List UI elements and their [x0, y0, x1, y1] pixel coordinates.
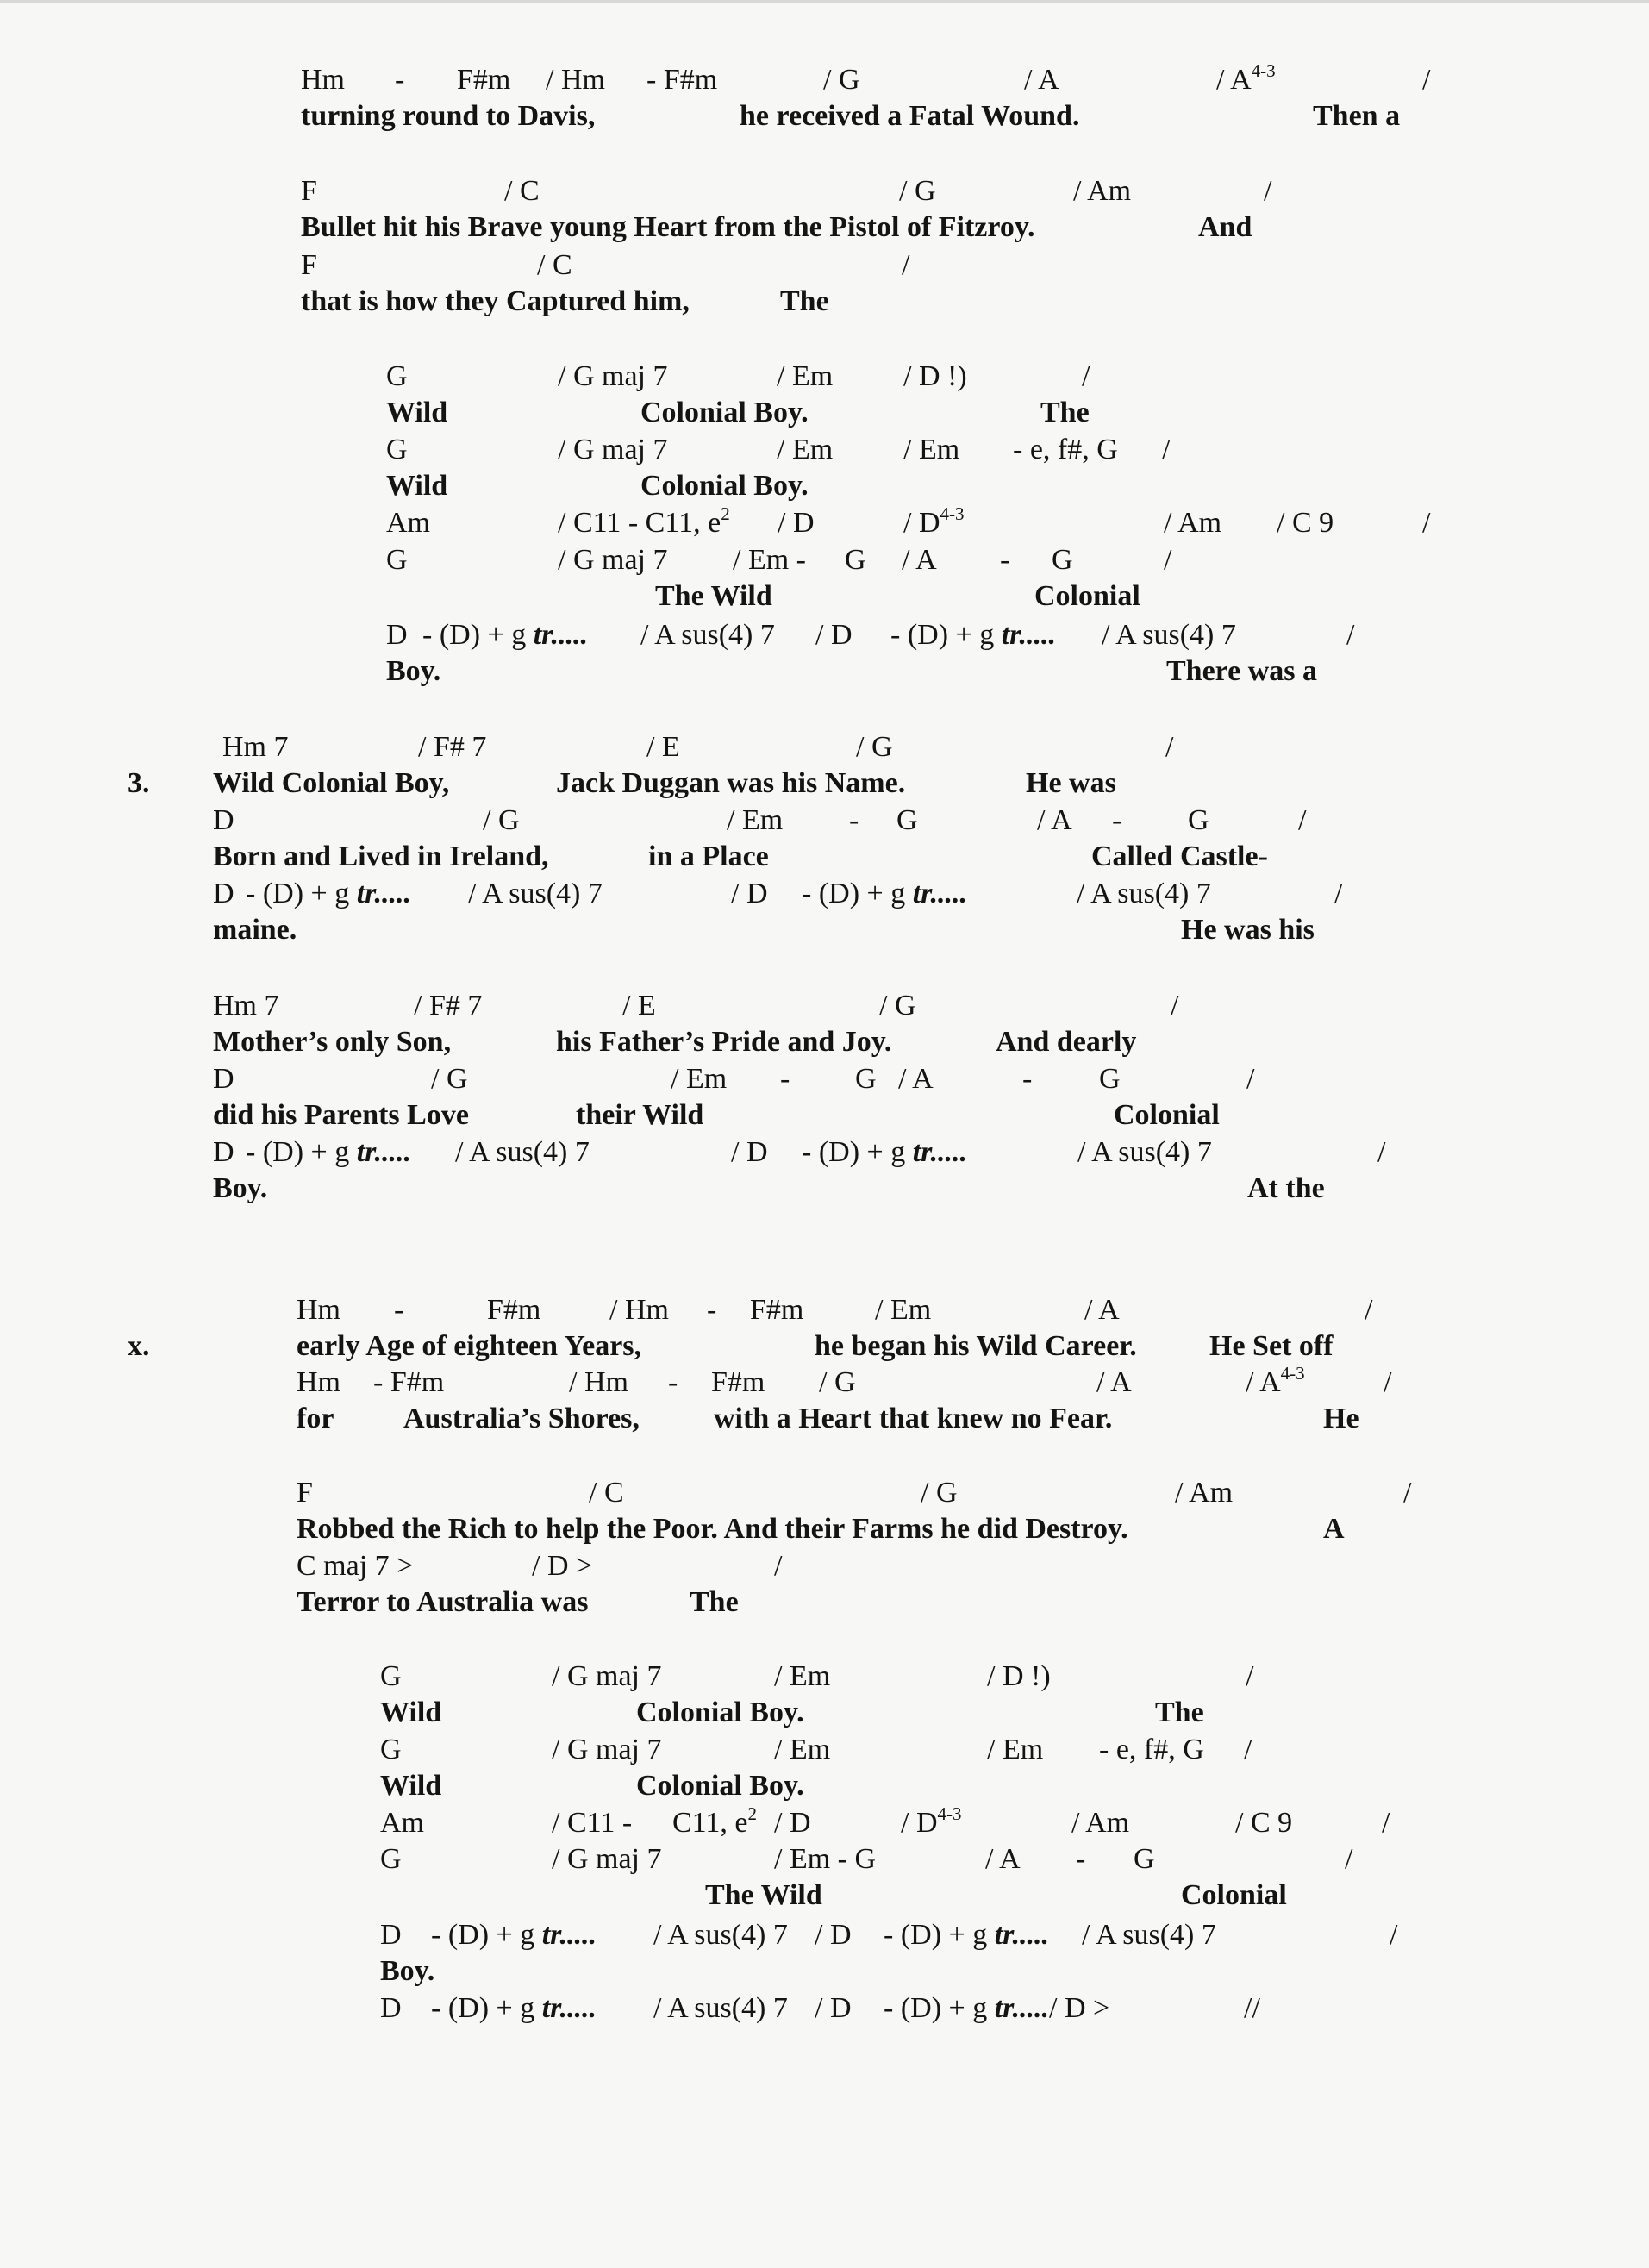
chord-symbol: / — [1334, 878, 1343, 909]
lyric-text: with a Heart that knew no Fear. — [714, 1403, 1113, 1434]
chord-symbol: G — [380, 1734, 402, 1765]
lyric-text: early Age of eighteen Years, — [297, 1330, 642, 1362]
chord-symbol: / — [1382, 1807, 1390, 1839]
chord-symbol: G — [855, 1063, 877, 1095]
lyric-text: Bullet hit his Brave young Heart from the Pistol of Fitzroy. — [301, 211, 1035, 243]
chord-symbol: / G maj 7 — [552, 1843, 662, 1875]
chord-symbol: / — [1422, 507, 1431, 539]
chord-symbol: Hm — [301, 64, 345, 96]
chord-symbol: / A sus(4) 7 — [1077, 878, 1211, 909]
chord-symbol: / G — [879, 990, 916, 1022]
chord-symbol: / G — [823, 64, 860, 96]
chord-symbol: G — [380, 1660, 402, 1692]
chord-symbol: - — [1112, 804, 1122, 836]
chord-symbol: F — [297, 1477, 313, 1509]
chord-symbol: / Em — [774, 1734, 831, 1765]
chord-symbol: / $D^{4-3}$ — [903, 503, 965, 539]
chord-symbol: / Em — [727, 804, 784, 836]
lyric-text: Robbed the Rich to help the Poor. And their Farms he did Destroy. — [297, 1513, 1128, 1545]
chord-symbol: C maj 7 > — [297, 1550, 414, 1582]
lyric-line — [0, 1588, 1649, 1640]
chord-symbol: / A — [1037, 804, 1072, 836]
chord-symbol: / A sus(4) 7 — [1102, 619, 1236, 651]
chord-symbol: F#m — [487, 1294, 541, 1326]
chord-symbol: / C11 - — [552, 1807, 633, 1839]
chord-symbol: / G — [921, 1477, 958, 1509]
lyric-text: Born and Lived in Ireland, — [213, 840, 549, 872]
chord-symbol: G — [380, 1843, 402, 1875]
chord-symbol: / A sus(4) 7 — [653, 1919, 788, 1951]
lyric-line — [0, 102, 1649, 153]
chord-symbol: / — [1346, 619, 1355, 651]
lyric-text: that is how they Captured him, — [301, 285, 690, 317]
lyric-text: Jack Duggan was his Name. — [556, 767, 906, 799]
chord-symbol: / — [1246, 1063, 1255, 1095]
chord-symbol: G — [1188, 804, 1209, 836]
chord-symbol: / Em — [903, 434, 960, 465]
chord-symbol: / A — [898, 1063, 934, 1095]
chord-symbol: / $D^{4-3}$ — [901, 1803, 962, 1839]
chord-symbol: D — [386, 619, 408, 651]
chord-symbol: - (D) + g tr..... — [802, 878, 968, 909]
chord-symbol: - (D) + g tr..... — [802, 1136, 968, 1168]
lyric-text: Mother’s only Son, — [213, 1026, 452, 1058]
lyric-text: He was his — [1181, 914, 1315, 946]
chord-symbol: G — [1052, 544, 1073, 576]
chord-symbol: / — [1171, 990, 1179, 1022]
chord-symbol: - (D) + g tr..... — [246, 1136, 412, 1168]
chord-symbol: / F# 7 — [414, 990, 483, 1022]
lyric-text: Wild — [386, 470, 448, 502]
chord-symbol: / — [902, 249, 910, 281]
chord-symbol: / — [1165, 731, 1174, 763]
chord-symbol: / Em — [671, 1063, 728, 1095]
chord-symbol: - F#m — [646, 64, 718, 96]
chord-symbol: - — [849, 804, 859, 836]
lyric-text: The Wild — [655, 580, 772, 612]
chord-symbol: / A sus(4) 7 — [1082, 1919, 1216, 1951]
chord-symbol: / C — [504, 175, 540, 207]
chord-symbol: Am — [386, 507, 430, 539]
chord-symbol: / $A^{4-3}$ — [1216, 60, 1276, 96]
lyric-text: A — [1323, 1513, 1345, 1545]
chord-symbol: / G maj 7 — [552, 1660, 662, 1692]
lyric-text: Colonial Boy. — [636, 1696, 804, 1728]
lyric-text: Colonial Boy. — [636, 1770, 804, 1802]
chord-symbol: / — [1422, 64, 1431, 96]
chord-symbol: / — [1246, 1660, 1254, 1692]
lyric-text: The — [1040, 397, 1090, 428]
chord-symbol: / A sus(4) 7 — [455, 1136, 590, 1168]
chord-symbol: - — [394, 1294, 404, 1326]
lyric-line — [0, 287, 1649, 339]
chord-symbol: - (D) + g tr..... — [890, 619, 1057, 651]
lyric-line — [0, 915, 1649, 967]
chord-symbol: / Hm — [546, 64, 605, 96]
chord-symbol: D — [213, 878, 234, 909]
chord-symbol: / D — [815, 1992, 852, 2024]
chord-symbol: / A — [1096, 1366, 1132, 1398]
chord-symbol: - F#m — [373, 1366, 445, 1398]
lyric-text: turning round to Davis, — [301, 100, 596, 132]
chord-symbol: Hm 7 — [222, 731, 289, 763]
chord-symbol: / C11 - C11, $e^2$ — [558, 503, 730, 539]
chord-symbol: / D !) — [903, 360, 967, 392]
chord-symbol: / A sus(4) 7 — [468, 878, 603, 909]
chord-symbol: / D — [815, 619, 853, 651]
lyric-text: Boy. — [213, 1172, 268, 1204]
chord-symbol: / E — [646, 731, 680, 763]
chord-symbol: - — [1076, 1843, 1086, 1875]
chord-symbol: / D — [778, 507, 815, 539]
lyric-line — [0, 657, 1649, 709]
chord-symbol: / A sus(4) 7 — [1077, 1136, 1212, 1168]
chord-symbol: / — [1365, 1294, 1373, 1326]
chord-symbol: C11, $e^2$ — [672, 1803, 758, 1839]
chord-symbol: / C — [589, 1477, 624, 1509]
chord-symbol: / A — [985, 1843, 1021, 1875]
lyric-text: And dearly — [996, 1026, 1137, 1058]
chord-symbol: / G maj 7 — [558, 544, 668, 576]
lyric-text: The — [690, 1586, 739, 1618]
chord-symbol: / G — [856, 731, 893, 763]
chord-symbol: // — [1244, 1992, 1260, 2024]
chord-symbol: D — [213, 1063, 234, 1095]
chord-symbol: Am — [380, 1807, 424, 1839]
chord-symbol: / Em — [875, 1294, 932, 1326]
lyric-text: Boy. — [380, 1955, 435, 1987]
chord-symbol: / A — [1084, 1294, 1120, 1326]
chord-symbol: / C 9 — [1235, 1807, 1293, 1839]
chord-line — [0, 1994, 1649, 2046]
chord-symbol: - — [780, 1063, 790, 1095]
chord-symbol: G — [386, 544, 408, 576]
lyric-text: He was — [1026, 767, 1116, 799]
lyric-text: Colonial Boy. — [640, 470, 809, 502]
chord-symbol: / G maj 7 — [558, 360, 668, 392]
lyric-text: Boy. — [386, 655, 441, 687]
chord-symbol: / — [774, 1550, 783, 1582]
chord-symbol: / D — [815, 1919, 852, 1951]
lyric-text: Terror to Australia was — [297, 1586, 589, 1618]
lyric-text: Wild — [380, 1770, 442, 1802]
chord-symbol: G — [386, 434, 408, 465]
chord-symbol: / — [1298, 804, 1307, 836]
lyric-text: Wild Colonial Boy, — [213, 767, 450, 799]
chord-symbol: - e, f#, G — [1013, 434, 1118, 465]
chord-symbol: / Hm — [609, 1294, 669, 1326]
lyric-text: in a Place — [648, 840, 769, 872]
lyric-text: The — [780, 285, 829, 317]
chord-symbol: / Am — [1175, 1477, 1234, 1509]
chord-symbol: / G maj 7 — [552, 1734, 662, 1765]
chord-symbol: / — [1164, 544, 1172, 576]
chord-symbol: / G — [483, 804, 520, 836]
chord-symbol: G — [845, 544, 866, 576]
chord-symbol: - — [1000, 544, 1010, 576]
verse-number: 3. — [128, 767, 150, 799]
lyric-text: Colonial — [1181, 1879, 1287, 1911]
chord-symbol: / C 9 — [1277, 507, 1334, 539]
chord-symbol: / Em — [777, 360, 834, 392]
chord-symbol: / A sus(4) 7 — [653, 1992, 788, 2024]
chord-symbol: - (D) + g tr..... — [246, 878, 412, 909]
lyric-text: he began his Wild Career. — [815, 1330, 1137, 1362]
chord-symbol: - — [707, 1294, 717, 1326]
chord-symbol: F#m — [457, 64, 511, 96]
chord-symbol: / G — [431, 1063, 468, 1095]
chord-symbol: / — [1390, 1919, 1398, 1951]
chord-symbol: / Em — [987, 1734, 1044, 1765]
lyric-text: Colonial Boy. — [640, 397, 809, 428]
chord-symbol: / F# 7 — [418, 731, 487, 763]
lyric-text: He — [1323, 1403, 1359, 1434]
chord-symbol: / A — [902, 544, 937, 576]
chord-symbol: - (D) + g tr...../ D > — [884, 1992, 1110, 2024]
chord-symbol: / Em — [774, 1660, 831, 1692]
chord-symbol: / A sus(4) 7 — [640, 619, 775, 651]
chord-symbol: Hm 7 — [213, 990, 279, 1022]
chord-symbol: D — [213, 804, 234, 836]
chord-symbol: / — [1377, 1136, 1386, 1168]
chord-symbol: G — [1099, 1063, 1121, 1095]
chord-symbol: / $A^{4-3}$ — [1246, 1363, 1305, 1398]
chord-symbol: Hm — [297, 1366, 340, 1398]
chord-symbol: / E — [622, 990, 656, 1022]
chord-symbol: - (D) + g tr..... — [431, 1992, 597, 2024]
chord-symbol: / Am — [1164, 507, 1222, 539]
chord-symbol: / Em - — [733, 544, 806, 576]
chord-symbol: - e, f#, G — [1099, 1734, 1204, 1765]
chord-symbol: / C — [537, 249, 572, 281]
lyric-text: He Set off — [1209, 1330, 1334, 1362]
lyric-text: Colonial — [1114, 1099, 1220, 1131]
lyric-text: he received a Fatal Wound. — [740, 100, 1080, 132]
chord-symbol: F — [301, 249, 317, 281]
chord-symbol: / D !) — [987, 1660, 1051, 1692]
chord-symbol: Hm — [297, 1294, 340, 1326]
chord-symbol: F#m — [750, 1294, 804, 1326]
lyric-text: Wild — [380, 1696, 442, 1728]
lyric-text: Australia’s Shores, — [403, 1403, 640, 1434]
chord-symbol: / D — [731, 878, 768, 909]
chord-symbol: - — [395, 64, 405, 96]
verse-number: x. — [128, 1330, 150, 1362]
chord-symbol: / D > — [532, 1550, 593, 1582]
chord-symbol: / — [1244, 1734, 1252, 1765]
lyric-text: The — [1155, 1696, 1204, 1728]
lyric-text: Colonial — [1034, 580, 1140, 612]
chord-symbol: / Em - G — [774, 1843, 877, 1875]
chord-symbol: / — [1264, 175, 1272, 207]
lyric-text: Wild — [386, 397, 448, 428]
chord-symbol: / G maj 7 — [558, 434, 668, 465]
chord-symbol: D — [380, 1992, 402, 2024]
lyric-text: for — [297, 1403, 334, 1434]
lyric-text: Then a — [1313, 100, 1401, 132]
chord-symbol: / Am — [1071, 1807, 1130, 1839]
chord-symbol: / Hm — [569, 1366, 628, 1398]
lyric-line — [0, 1404, 1649, 1456]
chord-symbol: - (D) + g tr..... — [422, 619, 589, 651]
lyric-line — [0, 1174, 1649, 1226]
chord-symbol: - — [1022, 1063, 1033, 1095]
lyric-text: his Father’s Pride and Joy. — [556, 1026, 892, 1058]
lyric-text: At the — [1247, 1172, 1325, 1204]
lyric-text: maine. — [213, 914, 297, 946]
lyric-text: Called Castle- — [1091, 840, 1268, 872]
chord-symbol: / G — [819, 1366, 856, 1398]
chord-symbol: / D — [774, 1807, 811, 1839]
chord-symbol: F — [301, 175, 317, 207]
chord-symbol: / — [1384, 1366, 1392, 1398]
chord-symbol: G — [896, 804, 918, 836]
chord-symbol: / G — [899, 175, 936, 207]
chord-symbol: G — [386, 360, 408, 392]
chord-symbol: / — [1345, 1843, 1353, 1875]
lyric-text: did his Parents Love — [213, 1099, 469, 1131]
chord-symbol: - (D) + g tr..... — [884, 1919, 1050, 1951]
lyric-text: The Wild — [705, 1879, 822, 1911]
chord-symbol: / — [1162, 434, 1171, 465]
chord-symbol: D — [380, 1919, 402, 1951]
lyric-text: There was a — [1166, 655, 1318, 687]
chord-symbol: D — [213, 1136, 234, 1168]
chord-symbol: / — [1082, 360, 1090, 392]
scan-top-edge — [0, 0, 1649, 3]
chord-symbol: - (D) + g tr..... — [431, 1919, 597, 1951]
chord-symbol: / Am — [1073, 175, 1132, 207]
chord-symbol: / A — [1024, 64, 1059, 96]
chord-symbol: / Em — [777, 434, 834, 465]
chord-symbol: G — [1134, 1843, 1155, 1875]
lyric-text: their Wild — [576, 1099, 704, 1131]
chord-symbol: / D — [731, 1136, 768, 1168]
chord-symbol: - — [668, 1366, 678, 1398]
lyric-text: And — [1198, 211, 1252, 243]
chord-symbol: F#m — [711, 1366, 765, 1398]
chord-symbol: / — [1403, 1477, 1412, 1509]
